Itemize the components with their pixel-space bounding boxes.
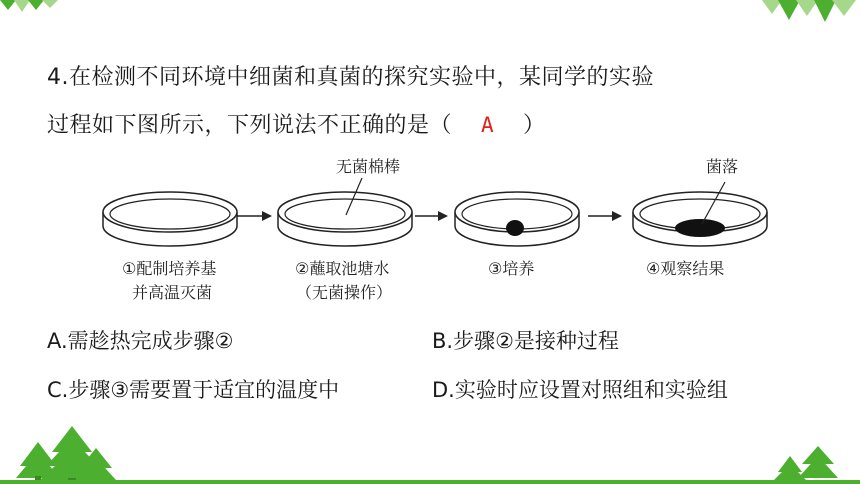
- petri-dish-3: [455, 192, 579, 246]
- question-line-2-text: 过程如下图所示，下列说法不正确的是（: [47, 113, 453, 138]
- petri-dish-2: [278, 178, 412, 246]
- tree-icon-right-large: [798, 446, 838, 478]
- large-colony: [675, 219, 725, 237]
- step-1-label-line2: 并高温灭菌: [132, 283, 213, 302]
- option-a: A.需趁热完成步骤②: [47, 329, 234, 353]
- option-c: C.步骤③需要置于适宜的温度中: [47, 378, 340, 402]
- label-sterile-swab: 无菌棉棒: [336, 157, 401, 176]
- step-3-label: ③培养: [488, 259, 535, 278]
- step-4-label: ④观察结果: [646, 259, 725, 278]
- bottom-decor: [0, 420, 860, 484]
- label-colony: 菌落: [706, 157, 739, 176]
- step-1-label-line1: ①配制培养基: [122, 259, 217, 278]
- ground-line: [0, 480, 860, 484]
- question-line-2-close: ）: [523, 113, 546, 138]
- question-line-1: 4.在检测不同环境中细菌和真菌的探究实验中，某同学的实验: [47, 65, 654, 90]
- option-d: D.实验时应设置对照组和实验组: [432, 378, 728, 402]
- step-2-label-line2: （无菌操作）: [296, 283, 393, 302]
- answer-mark: A: [480, 113, 495, 137]
- petri-dish-4: [633, 182, 767, 246]
- arrow-3: [588, 211, 622, 221]
- step-2-label-line1: ②蘸取池塘水: [295, 259, 390, 278]
- small-colony: [506, 220, 524, 236]
- petri-dish-1: [103, 192, 237, 246]
- arrow-1: [237, 211, 272, 221]
- option-b: B.步骤②是接种过程: [432, 329, 619, 353]
- arrow-2: [415, 211, 448, 221]
